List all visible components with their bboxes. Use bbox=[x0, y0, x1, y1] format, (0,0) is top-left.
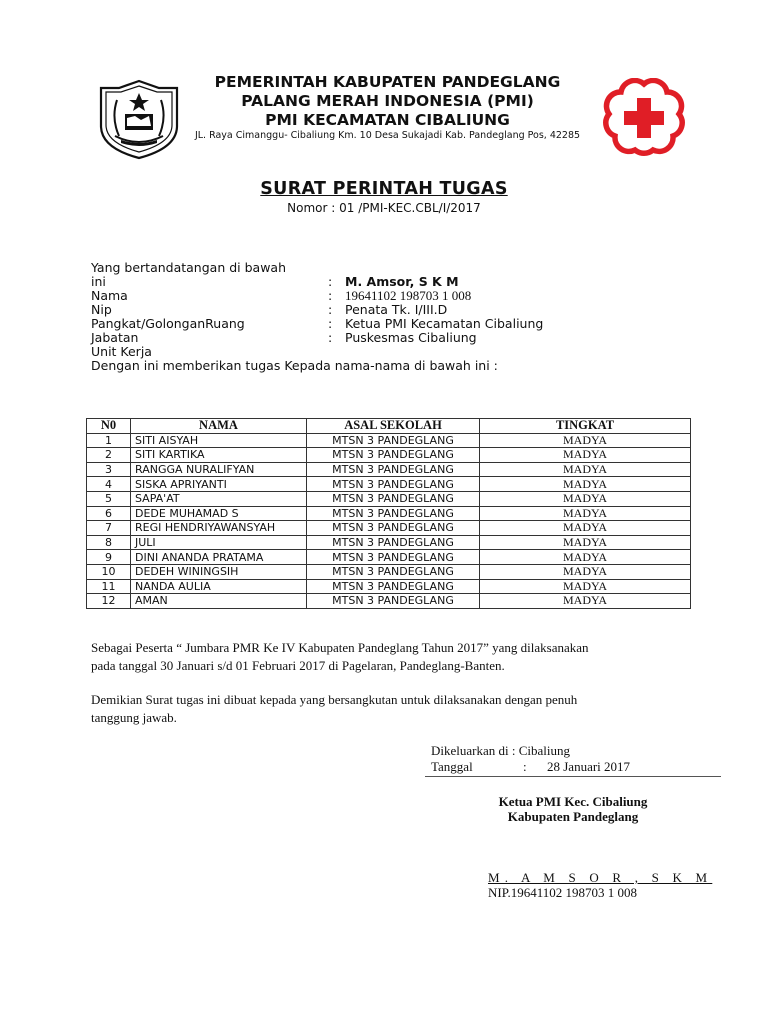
document-title: SURAT PERINTAH TUGAS bbox=[260, 179, 508, 199]
cell-tingkat: MADYA bbox=[480, 564, 691, 579]
paragraph-1-line-2: pada tanggal 30 Januari s/d 01 Februari 2017 di Pagelaran, Pandeglang-Banten. bbox=[91, 658, 505, 673]
cell-asal-sekolah: MTSN 3 PANDEGLANG bbox=[307, 448, 480, 463]
cell-no: 2 bbox=[87, 448, 131, 463]
value-unit-kerja: Puskesmas Cibaliung bbox=[345, 330, 477, 345]
document-number: Nomor : 01 /PMI-KEC.CBL/I/2017 bbox=[287, 201, 481, 215]
colon: : bbox=[328, 330, 333, 345]
cell-tingkat: MADYA bbox=[480, 491, 691, 506]
cell-nama: DEDEH WININGSIH bbox=[131, 564, 307, 579]
paragraph-1-line-1: Sebagai Peserta “ Jumbara PMR Ke IV Kabupaten Pandeglang Tahun 2017” yang dilaksanakan bbox=[91, 640, 589, 655]
cell-nama: SITI AISYAH bbox=[131, 433, 307, 448]
cell-nama: DEDE MUHAMAD S bbox=[131, 506, 307, 521]
instruction-text: Dengan ini memberikan tugas Kepada nama-nama di bawah ini : bbox=[91, 358, 498, 373]
cell-no: 1 bbox=[87, 433, 131, 448]
header-no: N0 bbox=[87, 419, 131, 434]
header-nama: NAMA bbox=[131, 419, 307, 434]
cell-tingkat: MADYA bbox=[480, 433, 691, 448]
paragraph-2-line-2: tanggung jawab. bbox=[91, 710, 177, 725]
header-tingkat: TINGKAT bbox=[480, 419, 691, 434]
cell-asal-sekolah: MTSN 3 PANDEGLANG bbox=[307, 579, 480, 594]
cell-no: 12 bbox=[87, 594, 131, 609]
cell-asal-sekolah: MTSN 3 PANDEGLANG bbox=[307, 462, 480, 477]
assignee-table bbox=[86, 418, 691, 609]
table-row bbox=[87, 448, 691, 463]
cell-asal-sekolah: MTSN 3 PANDEGLANG bbox=[307, 535, 480, 550]
header-branch: PMI KECAMATAN CIBALIUNG bbox=[265, 111, 510, 129]
cell-tingkat: MADYA bbox=[480, 594, 691, 609]
header-government: PEMERINTAH KABUPATEN PANDEGLANG bbox=[214, 73, 561, 91]
table-row bbox=[87, 594, 691, 609]
value-jabatan: Ketua PMI Kecamatan Cibaliung bbox=[345, 316, 544, 331]
regency-crest-icon bbox=[97, 78, 181, 160]
cell-nama: NANDA AULIA bbox=[131, 579, 307, 594]
signatory-region: Kabupaten Pandeglang bbox=[507, 809, 639, 824]
cell-no: 3 bbox=[87, 462, 131, 477]
cell-no: 7 bbox=[87, 521, 131, 536]
cell-asal-sekolah: MTSN 3 PANDEGLANG bbox=[307, 550, 480, 565]
cell-nama: JULI bbox=[131, 535, 307, 550]
cell-asal-sekolah: MTSN 3 PANDEGLANG bbox=[307, 477, 480, 492]
red-cross-icon bbox=[601, 78, 687, 158]
cell-asal-sekolah: MTSN 3 PANDEGLANG bbox=[307, 594, 480, 609]
colon: : bbox=[328, 274, 333, 289]
cell-nama: SITI KARTIKA bbox=[131, 448, 307, 463]
table-row bbox=[87, 550, 691, 565]
table-row bbox=[87, 433, 691, 448]
table-row bbox=[87, 521, 691, 536]
colon: : bbox=[328, 302, 333, 317]
cell-tingkat: MADYA bbox=[480, 462, 691, 477]
cell-tingkat: MADYA bbox=[480, 550, 691, 565]
signatory-nip: NIP.19641102 198703 1 008 bbox=[488, 885, 638, 900]
paragraph-2-line-1: Demikian Surat tugas ini dibuat kepada yang bersangkutan untuk dilaksanakan dengan penuh bbox=[91, 692, 578, 707]
issued-place: Dikeluarkan di : Cibaliung bbox=[431, 743, 571, 758]
cell-tingkat: MADYA bbox=[480, 448, 691, 463]
cell-nama: DINI ANANDA PRATAMA bbox=[131, 550, 307, 565]
label-jabatan: Jabatan bbox=[91, 330, 139, 345]
cell-tingkat: MADYA bbox=[480, 506, 691, 521]
value-nip: 19641102 198703 1 008 bbox=[345, 288, 472, 303]
colon: : bbox=[328, 288, 333, 303]
cell-no: 9 bbox=[87, 550, 131, 565]
cell-nama: RANGGA NURALIFYAN bbox=[131, 462, 307, 477]
value-pangkat: Penata Tk. I/III.D bbox=[345, 302, 448, 317]
signatory-position: Ketua PMI Kec. Cibaliung bbox=[498, 794, 648, 809]
cell-asal-sekolah: MTSN 3 PANDEGLANG bbox=[307, 506, 480, 521]
cell-tingkat: MADYA bbox=[480, 521, 691, 536]
cell-asal-sekolah: MTSN 3 PANDEGLANG bbox=[307, 521, 480, 536]
cell-nama: REGI HENDRIYAWANSYAH bbox=[131, 521, 307, 536]
header-address: JL. Raya Cimanggu- Cibaliung Km. 10 Desa Sukajadi Kab. Pandeglang Pos, 42285 bbox=[194, 130, 581, 141]
table-row bbox=[87, 506, 691, 521]
issued-date-colon: : bbox=[523, 759, 527, 774]
cell-no: 8 bbox=[87, 535, 131, 550]
table-row bbox=[87, 564, 691, 579]
cell-no: 5 bbox=[87, 491, 131, 506]
header-organization: PALANG MERAH INDONESIA (PMI) bbox=[241, 92, 534, 110]
label-unit-kerja: Unit Kerja bbox=[91, 344, 152, 359]
intro-line-1: Yang bertandatangan di bawah bbox=[91, 260, 287, 275]
cell-no: 4 bbox=[87, 477, 131, 492]
cell-nama: SISKA APRIYANTI bbox=[131, 477, 307, 492]
cell-nama: SAPA'AT bbox=[131, 491, 307, 506]
table-row bbox=[87, 462, 691, 477]
cell-asal-sekolah: MTSN 3 PANDEGLANG bbox=[307, 433, 480, 448]
issued-date-label: Tanggal bbox=[431, 759, 473, 774]
table-row bbox=[87, 579, 691, 594]
cell-nama: AMAN bbox=[131, 594, 307, 609]
value-nama: M. Amsor, S K M bbox=[345, 274, 459, 289]
cell-no: 10 bbox=[87, 564, 131, 579]
table-row bbox=[87, 535, 691, 550]
cell-tingkat: MADYA bbox=[480, 579, 691, 594]
cell-tingkat: MADYA bbox=[480, 535, 691, 550]
label-pangkat: Pangkat/GolonganRuang bbox=[91, 316, 245, 331]
table-row bbox=[87, 491, 691, 506]
label-nip: Nip bbox=[91, 302, 112, 317]
table-header-row bbox=[87, 419, 691, 434]
colon: : bbox=[328, 316, 333, 331]
label-nama: Nama bbox=[91, 288, 128, 303]
cell-no: 11 bbox=[87, 579, 131, 594]
cell-asal-sekolah: MTSN 3 PANDEGLANG bbox=[307, 564, 480, 579]
header-asal-sekolah: ASAL SEKOLAH bbox=[307, 419, 480, 434]
cell-tingkat: MADYA bbox=[480, 477, 691, 492]
table-row bbox=[87, 477, 691, 492]
divider bbox=[425, 776, 721, 777]
intro-line-2: ini bbox=[91, 274, 106, 289]
signatory-name: M. A M S O R , S K M bbox=[488, 870, 713, 885]
cell-no: 6 bbox=[87, 506, 131, 521]
issued-date-value: 28 Januari 2017 bbox=[547, 759, 631, 774]
cell-asal-sekolah: MTSN 3 PANDEGLANG bbox=[307, 491, 480, 506]
